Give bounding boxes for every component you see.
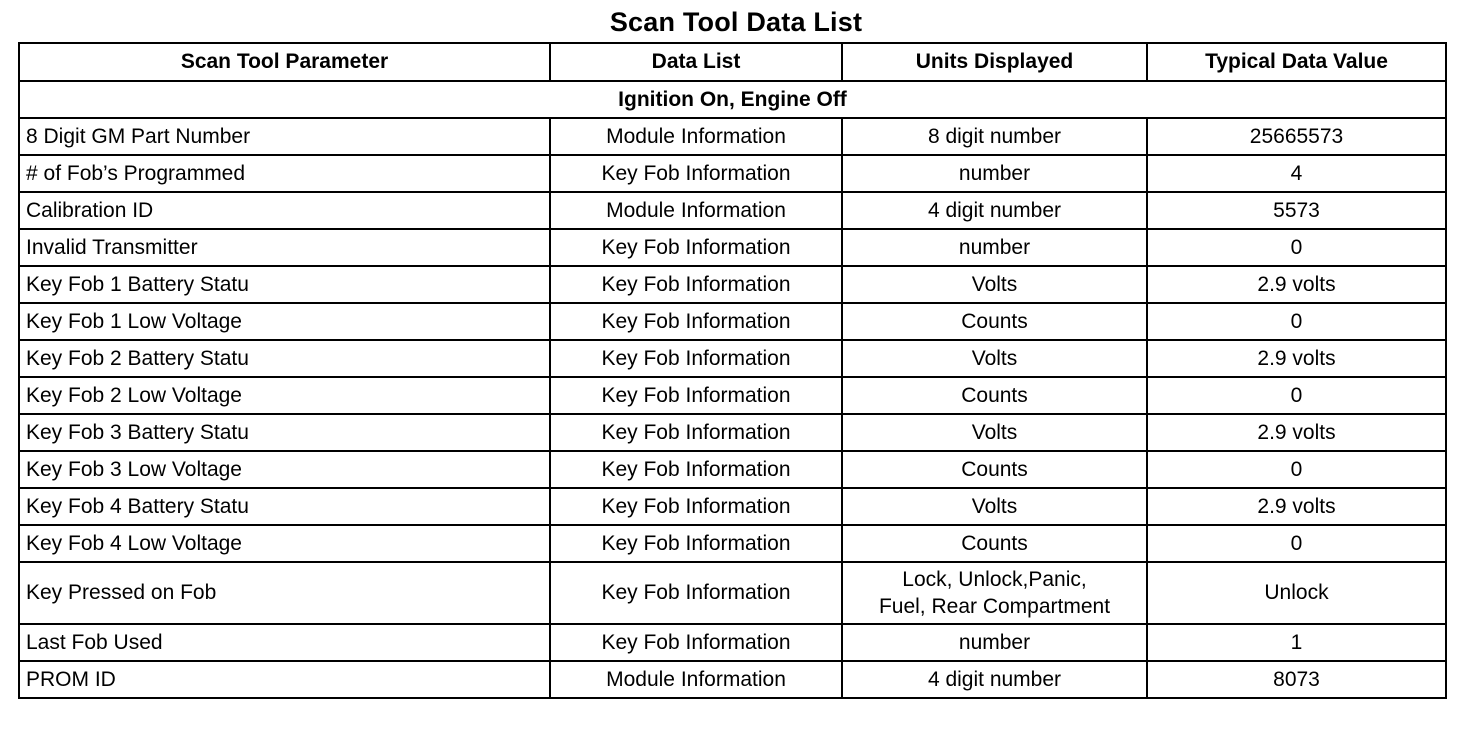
parameter-cell: Key Fob 4 Battery Statu — [19, 488, 550, 525]
parameter-cell: Key Fob 3 Low Voltage — [19, 451, 550, 488]
data-list-cell: Key Fob Information — [550, 562, 842, 624]
parameter-cell: Key Fob 4 Low Voltage — [19, 525, 550, 562]
table-row — [19, 377, 1446, 414]
table-row — [19, 488, 1446, 525]
data-list-cell: Key Fob Information — [550, 303, 842, 340]
data-list-cell: Key Fob Information — [550, 451, 842, 488]
typical-value-cell: Unlock — [1147, 562, 1446, 624]
data-list-cell: Module Information — [550, 118, 842, 155]
column-header-parameter: Scan Tool Parameter — [19, 43, 550, 81]
typical-value-cell: 1 — [1147, 624, 1446, 661]
typical-value-cell: 2.9 volts — [1147, 266, 1446, 303]
data-list-cell: Key Fob Information — [550, 229, 842, 266]
typical-value-cell: 2.9 volts — [1147, 488, 1446, 525]
data-list-cell: Key Fob Information — [550, 340, 842, 377]
column-header-units: Units Displayed — [842, 43, 1147, 81]
units-cell: Counts — [842, 303, 1147, 340]
data-list-cell: Key Fob Information — [550, 266, 842, 303]
table-row — [19, 414, 1446, 451]
page-title: Scan Tool Data List — [609, 7, 863, 37]
units-cell: 8 digit number — [842, 118, 1147, 155]
table-row — [19, 118, 1446, 155]
data-list-cell: Module Information — [550, 192, 842, 229]
table-row — [19, 525, 1446, 562]
units-cell: Counts — [842, 377, 1147, 414]
table-row — [19, 303, 1446, 340]
typical-value-cell: 8073 — [1147, 661, 1446, 698]
typical-value-cell: 4 — [1147, 155, 1446, 192]
data-list-cell: Key Fob Information — [550, 488, 842, 525]
units-cell: Volts — [842, 340, 1147, 377]
parameter-cell: Key Fob 2 Low Voltage — [19, 377, 550, 414]
column-header-data-list: Data List — [550, 43, 842, 81]
typical-value-cell: 0 — [1147, 303, 1446, 340]
typical-value-cell: 0 — [1147, 229, 1446, 266]
parameter-cell: Calibration ID — [19, 192, 550, 229]
parameter-cell: Key Fob 3 Battery Statu — [19, 414, 550, 451]
units-cell: Counts — [842, 525, 1147, 562]
table-row — [19, 340, 1446, 377]
data-list-cell: Module Information — [550, 661, 842, 698]
data-list-cell: Key Fob Information — [550, 414, 842, 451]
units-cell: 4 digit number — [842, 661, 1147, 698]
parameter-cell: Invalid Transmitter — [19, 229, 550, 266]
table-row — [19, 229, 1446, 266]
units-cell: Volts — [842, 266, 1147, 303]
table-row — [19, 266, 1446, 303]
table-row — [19, 562, 1446, 624]
data-list-cell: Key Fob Information — [550, 155, 842, 192]
parameter-cell: Key Fob 1 Low Voltage — [19, 303, 550, 340]
units-cell: Volts — [842, 414, 1147, 451]
data-list-cell: Key Fob Information — [550, 525, 842, 562]
parameter-cell: 8 Digit GM Part Number — [19, 118, 550, 155]
data-list-cell: Key Fob Information — [550, 377, 842, 414]
section-label: Ignition On, Engine Off — [19, 81, 1446, 118]
units-cell: number — [842, 155, 1147, 192]
typical-value-cell: 25665573 — [1147, 118, 1446, 155]
units-cell: number — [842, 624, 1147, 661]
units-line-1: Lock, Unlock,Panic, — [902, 568, 1087, 591]
units-cell: Counts — [842, 451, 1147, 488]
typical-value-cell: 2.9 volts — [1147, 414, 1446, 451]
units-cell: 4 digit number — [842, 192, 1147, 229]
parameter-cell: # of Fob’s Programmed — [19, 155, 550, 192]
units-line-2: Fuel, Rear Compartment — [878, 595, 1111, 618]
section-row — [19, 81, 1446, 118]
typical-value-cell: 2.9 volts — [1147, 340, 1446, 377]
units-cell — [842, 562, 1147, 624]
parameter-cell: Key Fob 2 Battery Statu — [19, 340, 550, 377]
parameter-cell: Last Fob Used — [19, 624, 550, 661]
parameter-cell: Key Pressed on Fob — [19, 562, 550, 624]
table-row — [19, 451, 1446, 488]
typical-value-cell: 0 — [1147, 377, 1446, 414]
typical-value-cell: 0 — [1147, 525, 1446, 562]
table-row — [19, 661, 1446, 698]
table-row — [19, 155, 1446, 192]
table-row — [19, 192, 1446, 229]
units-cell: Volts — [842, 488, 1147, 525]
typical-value-cell: 5573 — [1147, 192, 1446, 229]
parameter-cell: Key Fob 1 Battery Statu — [19, 266, 550, 303]
scan-tool-data-table — [18, 42, 1447, 699]
data-list-cell: Key Fob Information — [550, 624, 842, 661]
typical-value-cell: 0 — [1147, 451, 1446, 488]
table-header-row — [19, 43, 1446, 81]
units-cell: number — [842, 229, 1147, 266]
parameter-cell: PROM ID — [19, 661, 550, 698]
column-header-typical-value: Typical Data Value — [1147, 43, 1446, 81]
table-row — [19, 624, 1446, 661]
